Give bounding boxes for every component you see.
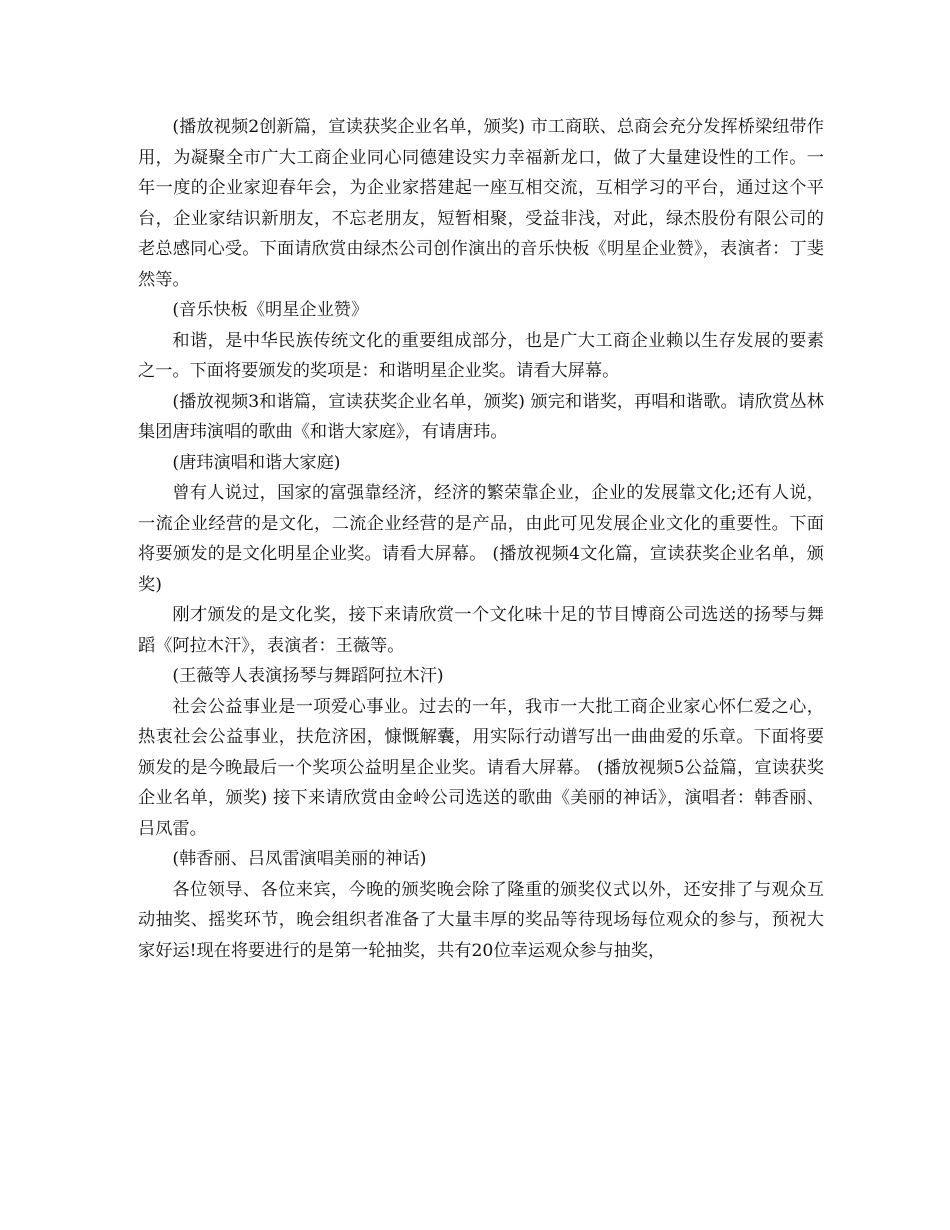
document-page (138, 112, 824, 966)
paragraph-4: (播放视频3和谐篇，宣读获奖企业名单，颁奖) 颁完和谐奖，再唱和谐歌。请欣赏丛林集团唐玮演唱的歌曲《和谐大家庭》，有请唐玮。 (138, 391, 824, 442)
paragraph-8: (王薇等人表演扬琴与舞蹈阿拉木汗) (172, 666, 444, 686)
paragraph-7: 刚才颁发的是文化奖，接下来请欣赏一个文化味十足的节目博商公司选送的扬琴与舞蹈《阿拉木汗》，表演者：王薇等。 (138, 605, 824, 656)
paragraph-6: 曾有人说过，国家的富强靠经济，经济的繁荣靠企业，企业的发展靠文化;还有人说，一流企业经营的是文化，二流企业经营的是产品，由此可见发展企业文化的重要性。下面将要颁发的是文化明星企业奖。请看大屏幕。 (播放视频4文化篇，宣读获奖企业名单，颁奖) (138, 483, 824, 595)
paragraph-1: (播放视频2创新篇，宣读获奖企业名单，颁奖) 市工商联、总商会充分发挥桥梁纽带作用，为凝聚全市广大工商企业同心同德建设实力幸福新龙口，做了大量建设性的工作。一年一度的企业家迎春年会，为企业家搭建起一座互相交流，互相学习的平台，通过这个平台，企业家结识新朋友，不忘老朋友，短暂相聚，受益非浅，对此，绿杰股份有限公司的老总感同心受。下面请欣赏由绿杰公司创作演出的音乐快板《明星企业赞》，表演者：丁斐然等。 (138, 117, 824, 290)
paragraph-11: 各位领导、各位来宾，今晚的颁奖晚会除了隆重的颁奖仪式以外，还安排了与观众互动抽奖、摇奖环节，晚会组织者准备了大量丰厚的奖品等待现场每位观众的参与，预祝大家好运!现在将要进行的是第一轮抽奖，共有20位幸运观众参与抽奖， (138, 879, 824, 961)
paragraph-5: (唐玮演唱和谐大家庭) (172, 452, 341, 473)
paragraph-3: 和谐，是中华民族传统文化的重要组成部分，也是广大工商企业赖以生存发展的要素之一。下面将要颁发的奖项是：和谐明星企业奖。请看大屏幕。 (138, 330, 824, 381)
paragraph-2: (音乐快板《明星企业赞》 (172, 300, 369, 320)
paragraph-10: (韩香丽、吕凤雷演唱美丽的神话) (172, 849, 427, 869)
paragraph-9: 社会公益事业是一项爱心事业。过去的一年，我市一大批工商企业家心怀仁爱之心，热衷社会公益事业，扶危济困，慷慨解囊，用实际行动谱写出一曲曲爱的乐章。下面将要颁发的是今晚最后一个奖项公益明星企业奖。请看大屏幕。 (播放视频5公益篇，宣读获奖企业名单，颁奖) 接下来请欣赏由金岭公司选送的歌曲《美丽的神话》，演唱者：韩香丽、吕凤雷。 (138, 696, 824, 839)
